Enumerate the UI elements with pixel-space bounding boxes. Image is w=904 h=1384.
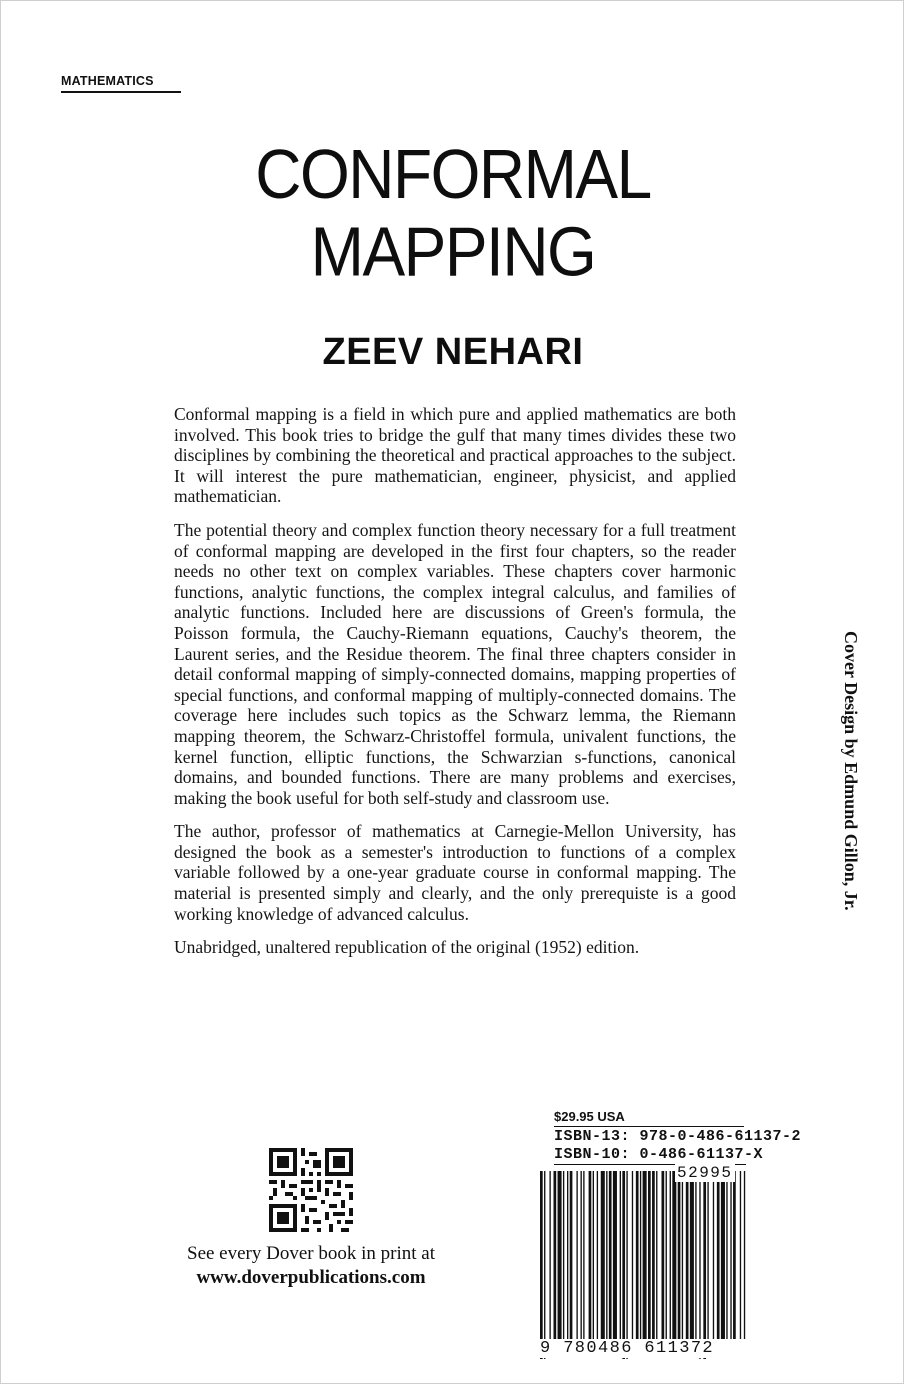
description-paragraph: The potential theory and complex function theory necessary for a full treatment of conformal mapping are developed in the first four chapters, so the reader needs no other text on complex variables. These chapters cover harmonic functions, analytic functions, the complex integral calculus, and families of analytic functions. Included here are discussions of Green's formula, the Poisson formula, the Cauchy-Riemann equations, Cauchy's theorem, the Laurent series, and the Residue theorem. The final three chapters consider in detail conformal mapping of simply-connected domains, mapping properties of special functions, and conformal mapping of multiply-connected domains. The coverage here includes such topics as the Schwarz lemma, the Riemann mapping theorem, the Schwarz-Christoffel formula, univalent functions, the kernel function, elliptic functions, the Schwarzian s-functions, canonical domains, and bounded functions. There are many problems and exercises, making the book useful for both self-study and classroom use.: [174, 519, 736, 808]
barcode-icon: [540, 1171, 746, 1359]
barcode-bar: [703, 1171, 706, 1359]
book-title: [1, 135, 904, 291]
category-label: MATHEMATICS: [61, 74, 181, 93]
barcode-bar: [597, 1171, 598, 1339]
title-line-2: MAPPING: [310, 213, 596, 291]
barcode-bar: [670, 1171, 671, 1339]
barcode-bar: [632, 1171, 633, 1339]
barcode-bar: [606, 1171, 607, 1339]
barcode-bar: [733, 1171, 736, 1339]
barcode-bar: [576, 1171, 577, 1339]
price: $29.95 USA: [554, 1109, 625, 1124]
barcode-bar: [740, 1171, 741, 1339]
barcode-number-text: 9 780486 611372: [540, 1339, 715, 1358]
barcode-number: [540, 1339, 746, 1358]
barcode-bar: [583, 1171, 584, 1339]
barcode-bar: [613, 1171, 617, 1339]
isbn-10: ISBN-10: 0-486-61137-X: [554, 1146, 764, 1163]
barcode-bar: [707, 1171, 708, 1339]
barcode-bar: [643, 1171, 647, 1339]
supplement-code: 52995: [677, 1164, 733, 1182]
barcode-bar: [721, 1171, 725, 1339]
barcode-bar: [640, 1171, 641, 1339]
barcode-bar: [544, 1171, 545, 1359]
barcode-bar: [622, 1171, 625, 1359]
price-divider: [554, 1126, 744, 1127]
description-paragraph: Conformal mapping is a field in which pure and applied mathematics are both involved. This book tries to bridge the gulf that many times divides these two disciplines by combining the theoretical and practical approaches to the subject. It will interest the pure mathematician, engineer, physicist, and applied mathematician.: [174, 404, 736, 507]
barcode-bar: [695, 1171, 696, 1339]
dover-promo: See every Dover book in print at: [187, 1243, 435, 1264]
cover-credit: [841, 631, 861, 931]
barcode-bar: [744, 1171, 745, 1339]
isbn-13: ISBN-13: 978-0-486-61137-2: [554, 1128, 802, 1145]
dover-url[interactable]: www.doverpublications.com: [196, 1267, 426, 1288]
barcode-bar: [690, 1171, 694, 1339]
description: [174, 404, 736, 971]
barcode-bar: [581, 1171, 582, 1339]
barcode-bar: [699, 1171, 700, 1359]
title-line-1: CONFORMAL: [255, 135, 651, 213]
barcode-bar: [549, 1171, 550, 1339]
edition-note: Unabridged, unaltered republication of the original (1952) edition.: [174, 937, 640, 958]
barcode-bar: [563, 1171, 564, 1339]
barcode-bar: [686, 1171, 689, 1339]
barcode-bar: [554, 1171, 557, 1339]
barcode-bar: [682, 1171, 683, 1339]
barcode-bar: [666, 1171, 667, 1339]
barcode-bar: [567, 1171, 568, 1339]
author-name: ZEEV NEHARI: [322, 331, 584, 373]
barcode-bar: [620, 1171, 621, 1339]
barcode-bar: [593, 1171, 594, 1339]
barcode-bar: [652, 1171, 655, 1339]
cover-credit-text: Cover Design by Edmund Gillon, Jr.: [841, 631, 861, 911]
barcode-bar: [678, 1171, 681, 1339]
barcode-bar: [717, 1171, 720, 1339]
barcode-bar: [558, 1171, 562, 1339]
barcode-bar: [730, 1171, 731, 1339]
barcode-bar: [570, 1171, 573, 1339]
barcode-bar: [656, 1171, 657, 1339]
qr-code-icon: [269, 1148, 353, 1232]
barcode-bar: [648, 1171, 651, 1339]
barcode-bar: [626, 1171, 627, 1359]
barcode-bar: [713, 1171, 714, 1339]
barcode-bar: [540, 1171, 543, 1359]
barcode-bar: [589, 1171, 592, 1339]
description-paragraph: The author, professor of mathematics at Carnegie-Mellon University, has designed the book as a semester's introduction to functions of a complex variable followed by a one-year graduate course in conformal mapping. The material is presented simply and clearly, and the only prerequiste is a good working knowledge of advanced calculus.: [174, 821, 736, 924]
barcode-bar: [672, 1171, 676, 1339]
barcode-bar: [636, 1171, 639, 1339]
barcode-bar: [726, 1171, 727, 1339]
barcode-bar: [662, 1171, 665, 1339]
barcode-bar: [601, 1171, 605, 1339]
barcode-bar: [609, 1171, 612, 1339]
